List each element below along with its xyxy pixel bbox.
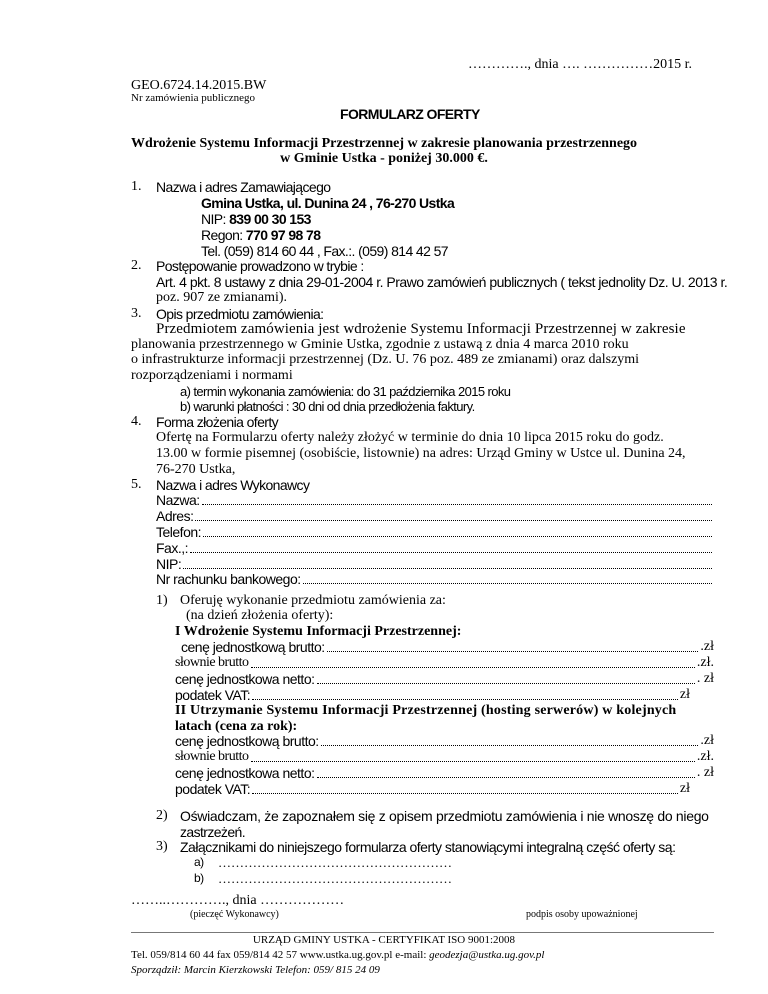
footer-line-3: Sporządził: Marcin Kierzkowski Telefon: 059/ 815 24 09 (131, 964, 380, 976)
regon-value: 770 97 98 78 (245, 227, 321, 243)
part-1-title: I Wdrożenie Systemu Informacji Przestrzennej: (175, 624, 462, 639)
submission-line-2: 13.00 w formie pisemnej (osobiście, listownie) na adres: Urząd Gminy w Ustce ul. Dunina 24, (156, 446, 686, 461)
client-name: Gmina Ustka, ul. Dunina 24 , 76-270 Ustka (201, 195, 455, 211)
description-line-4: rozporządzeniami i normami (131, 368, 293, 383)
attachment-b-field[interactable]: ……………………………………………… (218, 871, 452, 886)
contractor-name-field[interactable] (156, 492, 714, 508)
part-1-gross-unit-price[interactable] (181, 639, 714, 655)
deadline-item: a) termin wykonania zamówienia: do 31 października 2015 roku (180, 384, 511, 399)
procedure-line-1: Art. 4 pkt. 8 ustawy z dnia 29-01-2004 r. Prawo zamówień publicznych ( tekst jednolity Dz. U. 2013 r. (156, 274, 728, 290)
description-line-1: Przedmiotem zamówienia jest wdrożenie Systemu Informacji Przestrzennej w zakresie (156, 321, 686, 337)
row-label: cenę jednostkowa netto: (175, 765, 315, 781)
section-1-title: Nazwa i adres Zamawiającego (156, 179, 331, 195)
stamp-label: (pieczęć Wykonawcy) (190, 909, 279, 920)
contractor-nip-field[interactable] (156, 556, 714, 572)
row-label: słownie brutto (175, 749, 249, 764)
row-label: cenę jednostkowa netto: (175, 671, 315, 687)
section-2-number: 2. (131, 258, 142, 273)
field-label: Telefon: (156, 524, 202, 540)
currency-suffix: .zł (700, 733, 714, 748)
row-label: słownie brutto (175, 655, 249, 670)
procedure-line-2: poz. 907 ze zmianami). (156, 290, 288, 305)
footer-line-1: URZĄD GMINY USTKA - CERTYFIKAT ISO 9001:2008 (252, 934, 516, 946)
submission-line-3: 76-270 Ustka, (156, 462, 236, 477)
currency-suffix: .zł (700, 639, 714, 654)
subject-line-1: Wdrożenie Systemu Informacji Przestrzennej w zakresie planowania przestrzennego (130, 136, 638, 151)
field-label: Fax.,: (156, 540, 189, 556)
payment-item: b) warunki płatności : 30 dni od dnia przedłożenia faktury. (180, 399, 475, 414)
nip-value: 839 00 30 153 (229, 211, 311, 227)
offer-number: 1) (156, 593, 168, 608)
form-title: FORMULARZ OFERTY (340, 106, 480, 122)
field-label: NIP: (156, 556, 182, 572)
section-5-number: 5. (131, 477, 142, 492)
attachment-b-label: b) (194, 871, 204, 885)
client-phone: Tel. (059) 814 60 44 , Fax.:. (059) 814 42 57 (201, 243, 448, 259)
row-label: podatek VAT: (175, 781, 251, 797)
contractor-address-field[interactable] (156, 508, 714, 524)
declaration-number: 2) (156, 808, 168, 823)
part-1-vat[interactable] (175, 687, 690, 703)
part-2-title-1: II Utrzymanie Systemu Informacji Przestrzennej (hosting serwerów) w kolejnych (175, 703, 677, 718)
footer-line-2 (131, 950, 544, 961)
part-2-gross-in-words[interactable] (175, 749, 714, 765)
field-label: Nazwa: (156, 492, 200, 508)
description-line-2: planowania przestrzennego w Gminie Ustka, zgodnie z ustawą z dnia 4 marca 2010 roku (131, 337, 629, 352)
reference-label: Nr zamówienia publicznego (131, 92, 256, 104)
part-1-net-unit-price[interactable] (175, 671, 714, 687)
client-nip (201, 212, 311, 226)
attachment-a-label: a) (194, 855, 204, 869)
contractor-bank-account-field[interactable] (156, 571, 714, 587)
part-2-vat[interactable] (175, 781, 690, 797)
section-4-number: 4. (131, 414, 142, 429)
section-1-number: 1. (131, 179, 142, 194)
part-1-gross-in-words[interactable] (175, 655, 714, 671)
field-label: Nr rachunku bankowego: (156, 571, 301, 587)
signature-date-line: ……..…………., dnia ……………… (131, 893, 345, 908)
contractor-phone-field[interactable] (156, 524, 714, 540)
reference-number: GEO.6724.14.2015.BW (131, 78, 267, 93)
row-label: cenę jednostkową brutto: (181, 639, 325, 655)
currency-suffix: zł (679, 687, 690, 702)
row-label: cenę jednostkową brutto: (175, 733, 319, 749)
attachments-number: 3) (156, 839, 168, 854)
offer-line-2: (na dzień złożenia oferty): (186, 608, 334, 623)
part-2-title-2: latach (cena za rok): (175, 719, 298, 734)
section-3-title: Opis przedmiotu zamówienia: (156, 306, 324, 322)
footer-email[interactable]: geodezja@ustka.ug.gov.pl (429, 949, 545, 961)
section-2-title: Postępowanie prowadzono w trybie : (156, 258, 364, 274)
date-line: …………., dnia …. ……………2015 r. (468, 57, 692, 72)
nip-label: NIP: (201, 211, 226, 227)
row-label: podatek VAT: (175, 687, 251, 703)
section-3-number: 3. (131, 306, 142, 321)
section-5-title: Nazwa i adres Wykonawcy (156, 477, 310, 493)
signature-label: podpis osoby upoważnionej (526, 909, 638, 920)
part-2-gross-unit-price[interactable] (175, 733, 714, 749)
footer-divider (131, 932, 714, 933)
field-label: Adres: (156, 508, 194, 524)
currency-suffix: .zł. (696, 655, 714, 670)
description-line-3: o infrastrukturze informacji przestrzennej (Dz. U. 76 poz. 489 ze zmianami) oraz dalszymi (131, 352, 640, 367)
offer-line-1: Oferuję wykonanie przedmiotu zamówienia za: (180, 593, 446, 608)
client-regon (201, 228, 320, 242)
part-2-net-unit-price[interactable] (175, 765, 714, 781)
attachments-line: Załącznikami do niniejszego formularza oferty stanowiącymi integralną część oferty są: (180, 839, 676, 855)
section-4-title: Forma złożenia oferty (156, 414, 279, 430)
currency-suffix: zł (679, 781, 690, 796)
contractor-fax-field[interactable] (156, 540, 714, 556)
regon-label: Regon: (201, 227, 243, 243)
subject-line-2: w Gminie Ustka - poniżej 30.000 €. (280, 151, 488, 166)
attachment-a-field[interactable]: ……………………………………………… (218, 855, 452, 870)
footer-contact: Tel. 059/814 60 44 fax 059/814 42 57 www.ustka.ug.gov.pl e-mail: (131, 949, 430, 961)
declaration-line-2: zastrzeżeń. (180, 824, 245, 840)
submission-line-1: Ofertę na Formularzu oferty należy złożyć w terminie do dnia 10 lipca 2015 roku do godz. (156, 430, 664, 445)
declaration-line-1: Oświadczam, że zapoznałem się z opisem przedmiotu zamówienia i nie wnoszę do niego (180, 808, 709, 824)
currency-suffix: . zł (696, 671, 714, 686)
currency-suffix: .zł. (696, 749, 714, 764)
currency-suffix: . zł (696, 765, 714, 780)
